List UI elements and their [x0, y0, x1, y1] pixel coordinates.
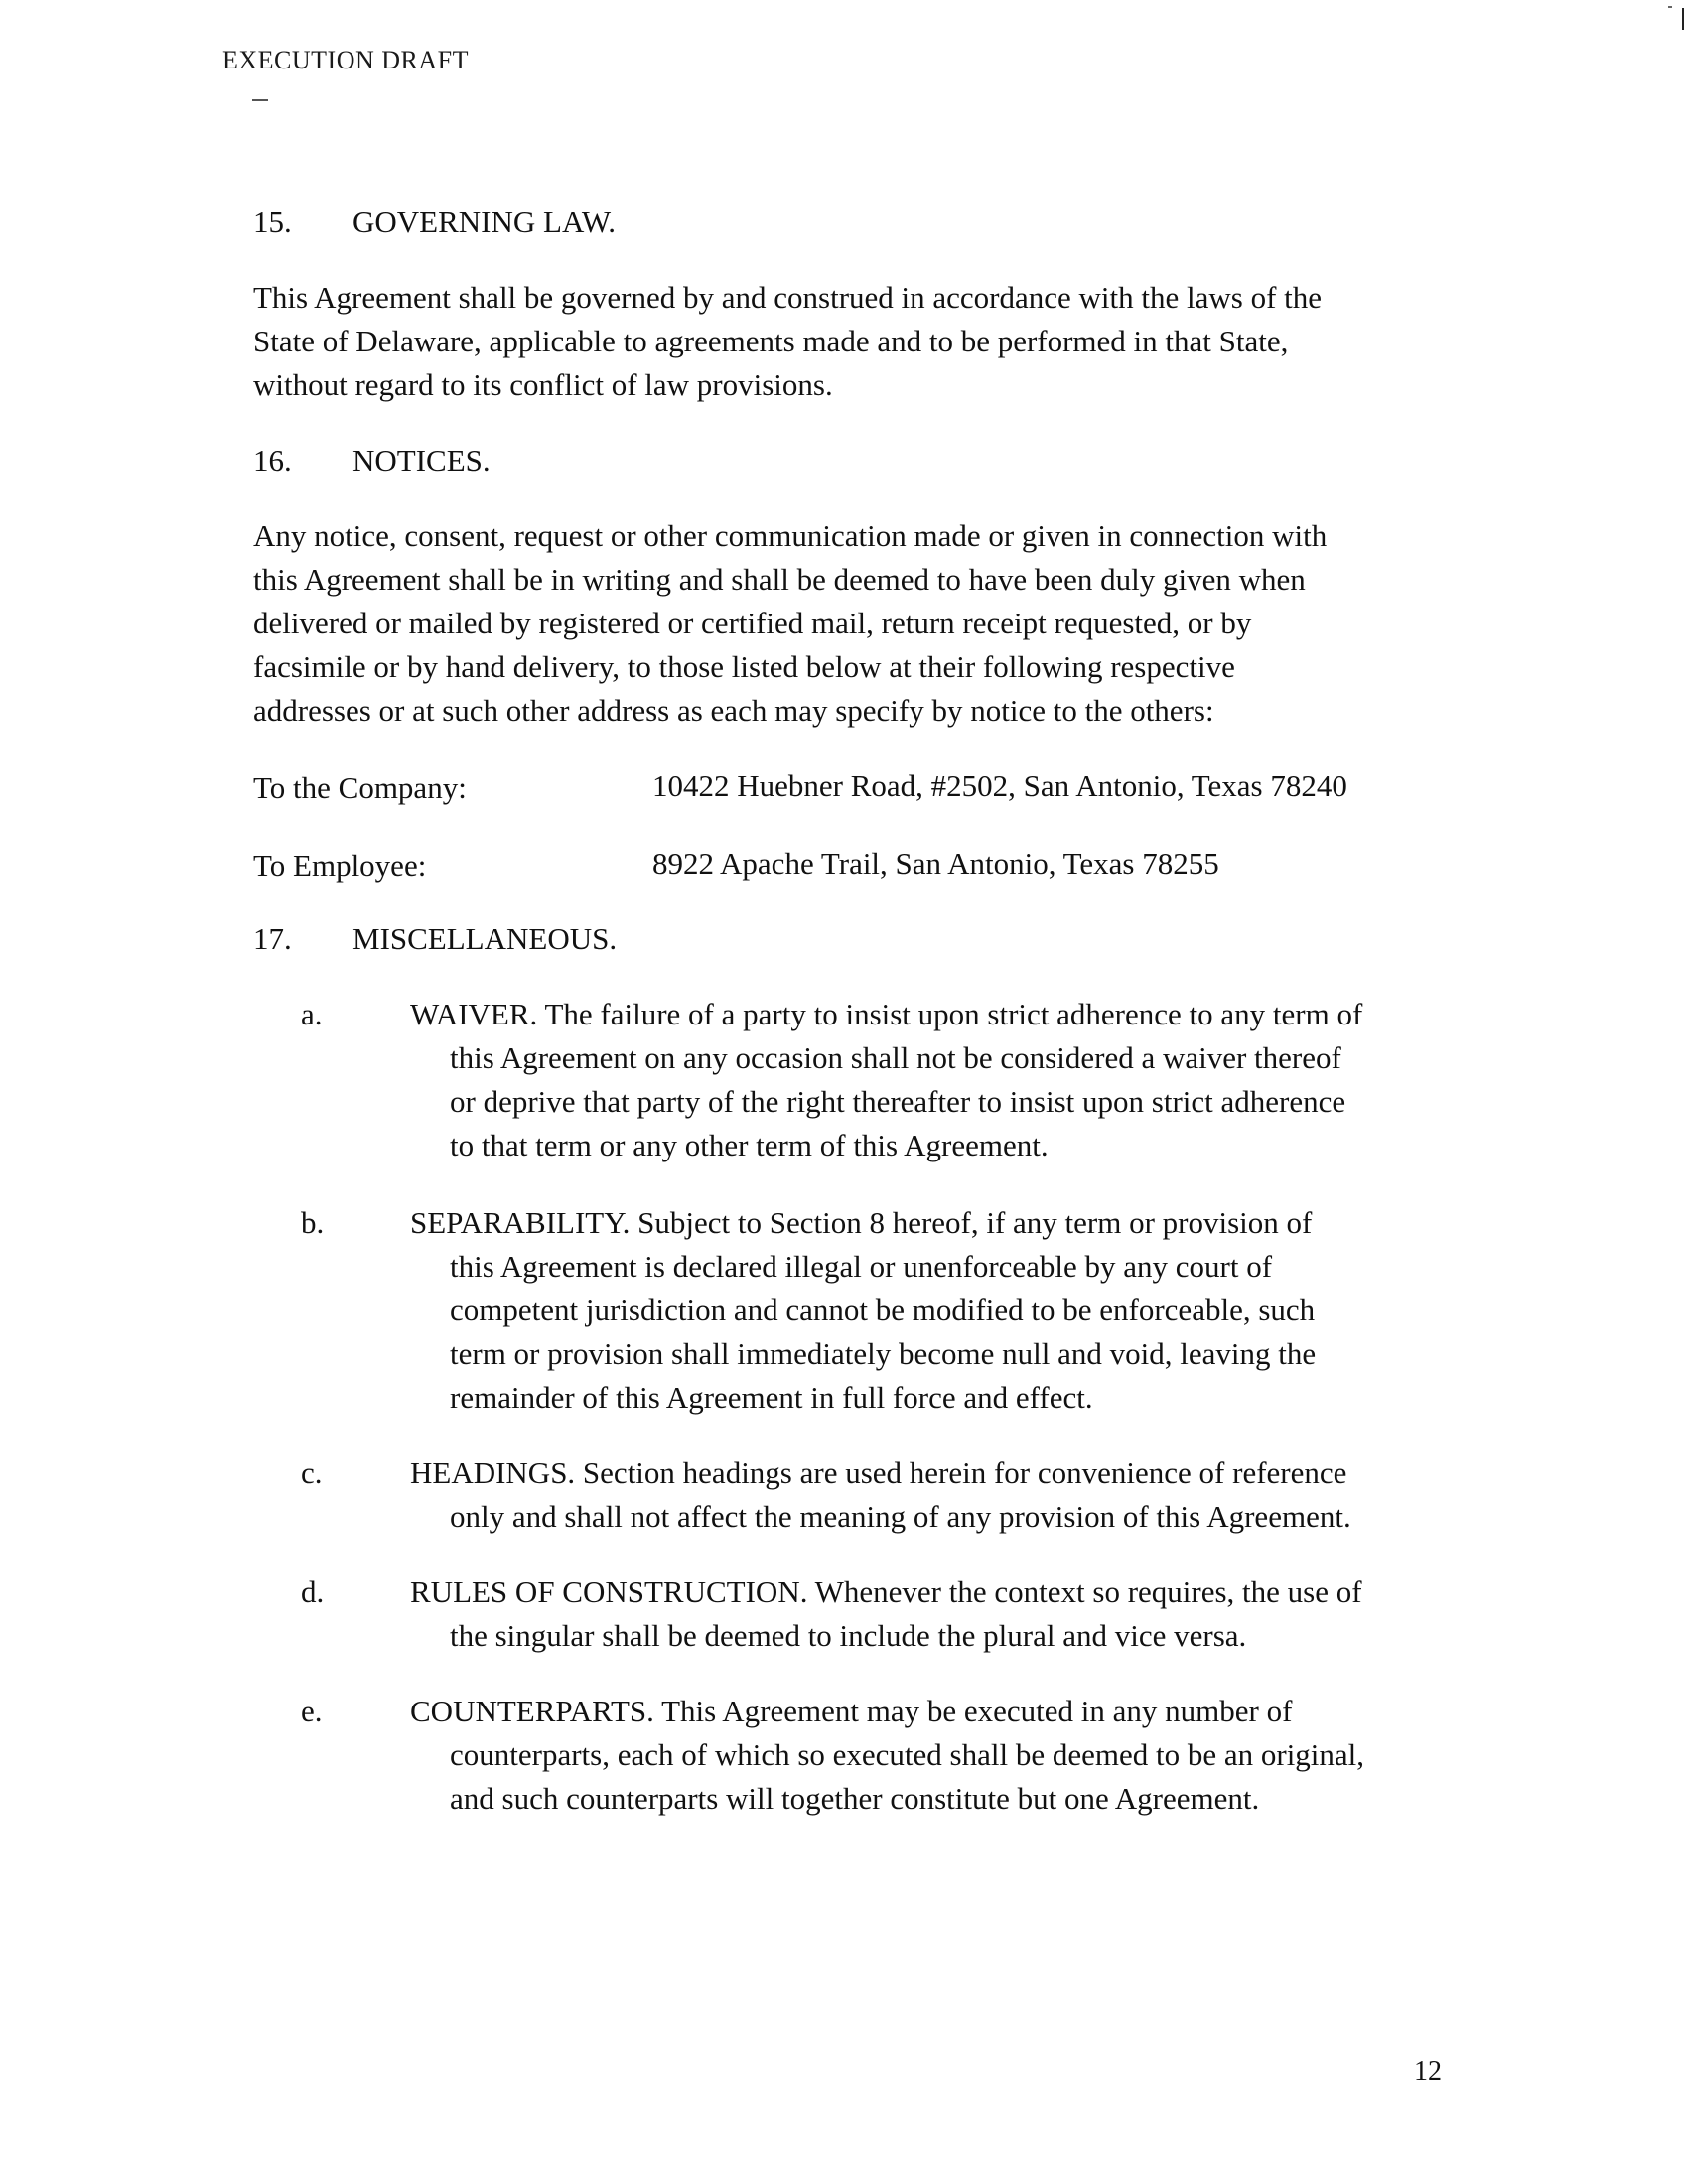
item-letter: b.	[301, 1205, 325, 1240]
employee-address-value: 8922 Apache Trail, San Antonio, Texas 78255	[652, 846, 1219, 881]
item-line: to that term or any other term of this Agreement.	[450, 1128, 1049, 1162]
body-line: addresses or at such other address as each may specify by notice to the others:	[253, 693, 1214, 728]
item-line: or deprive that party of the right thereafter to insist upon strict adherence	[450, 1084, 1346, 1119]
scan-corner-dot	[1668, 6, 1672, 8]
misc-item-separability	[301, 1201, 1453, 1424]
company-address-label: To the Company:	[253, 770, 467, 805]
body-line: Any notice, consent, request or other communication made or given in connection with	[253, 518, 1328, 553]
employee-address-label: To Employee:	[253, 848, 427, 883]
draft-header: EXECUTION DRAFT	[222, 46, 469, 74]
section-title: GOVERNING LAW.	[352, 205, 617, 239]
body-line: this Agreement shall be in writing and shall be deemed to have been duly given when	[253, 562, 1306, 597]
item-line: WAIVER. The failure of a party to insist upon strict adherence to any term of	[410, 997, 1363, 1031]
item-line: only and shall not affect the meaning of any provision of this Agreement.	[450, 1499, 1351, 1534]
item-line: RULES OF CONSTRUCTION. Whenever the context so requires, the use of	[410, 1574, 1362, 1609]
section-16-heading	[253, 443, 491, 478]
header-dash-mark	[252, 99, 268, 101]
section-title: MISCELLANEOUS.	[352, 921, 618, 956]
item-line: HEADINGS. Section headings are used herein for convenience of reference	[410, 1455, 1347, 1490]
section-number: 17.	[253, 921, 292, 956]
section-15-body	[253, 276, 1445, 407]
item-line: SEPARABILITY. Subject to Section 8 hereof, if any term or provision of	[410, 1205, 1313, 1240]
item-letter: c.	[301, 1455, 323, 1490]
section-title: NOTICES.	[352, 443, 491, 478]
section-17-heading	[253, 921, 617, 957]
body-line: This Agreement shall be governed by and construed in accordance with the laws of the	[253, 280, 1323, 315]
item-letter: d.	[301, 1574, 325, 1609]
body-line: State of Delaware, applicable to agreements made and to be performed in that State,	[253, 324, 1289, 358]
item-line: counterparts, each of which so executed shall be deemed to be an original,	[450, 1737, 1365, 1772]
item-letter: e.	[301, 1694, 323, 1728]
misc-item-headings	[301, 1451, 1453, 1541]
section-15-heading	[253, 205, 616, 240]
body-line: delivered or mailed by registered or certified mail, return receipt requested, or by	[253, 606, 1252, 640]
item-line: remainder of this Agreement in full force and effect.	[450, 1380, 1093, 1415]
section-number: 16.	[253, 443, 292, 478]
item-line: this Agreement on any occasion shall not be considered a waiver thereof	[450, 1040, 1341, 1075]
section-number: 15.	[253, 205, 292, 239]
company-address-value: 10422 Huebner Road, #2502, San Antonio, Texas 78240	[652, 768, 1347, 803]
item-letter: a.	[301, 997, 323, 1031]
misc-item-rules-of-construction	[301, 1570, 1453, 1660]
item-line: COUNTERPARTS. This Agreement may be executed in any number of	[410, 1694, 1293, 1728]
item-line: competent jurisdiction and cannot be modified to be enforceable, such	[450, 1293, 1316, 1327]
body-line: without regard to its conflict of law provisions.	[253, 367, 833, 402]
scan-corner-mark	[1682, 8, 1684, 30]
body-line: facsimile or by hand delivery, to those listed below at their following respective	[253, 649, 1235, 684]
item-line: and such counterparts will together constitute but one Agreement.	[450, 1781, 1260, 1816]
page-number: 12	[1414, 2056, 1442, 2087]
item-line: this Agreement is declared illegal or unenforceable by any court of	[450, 1249, 1273, 1284]
misc-item-counterparts	[301, 1690, 1453, 1823]
item-line: the singular shall be deemed to include the plural and vice versa.	[450, 1618, 1247, 1653]
item-line: term or provision shall immediately become null and void, leaving the	[450, 1336, 1317, 1371]
section-16-body	[253, 514, 1445, 733]
misc-item-waiver	[301, 993, 1453, 1171]
